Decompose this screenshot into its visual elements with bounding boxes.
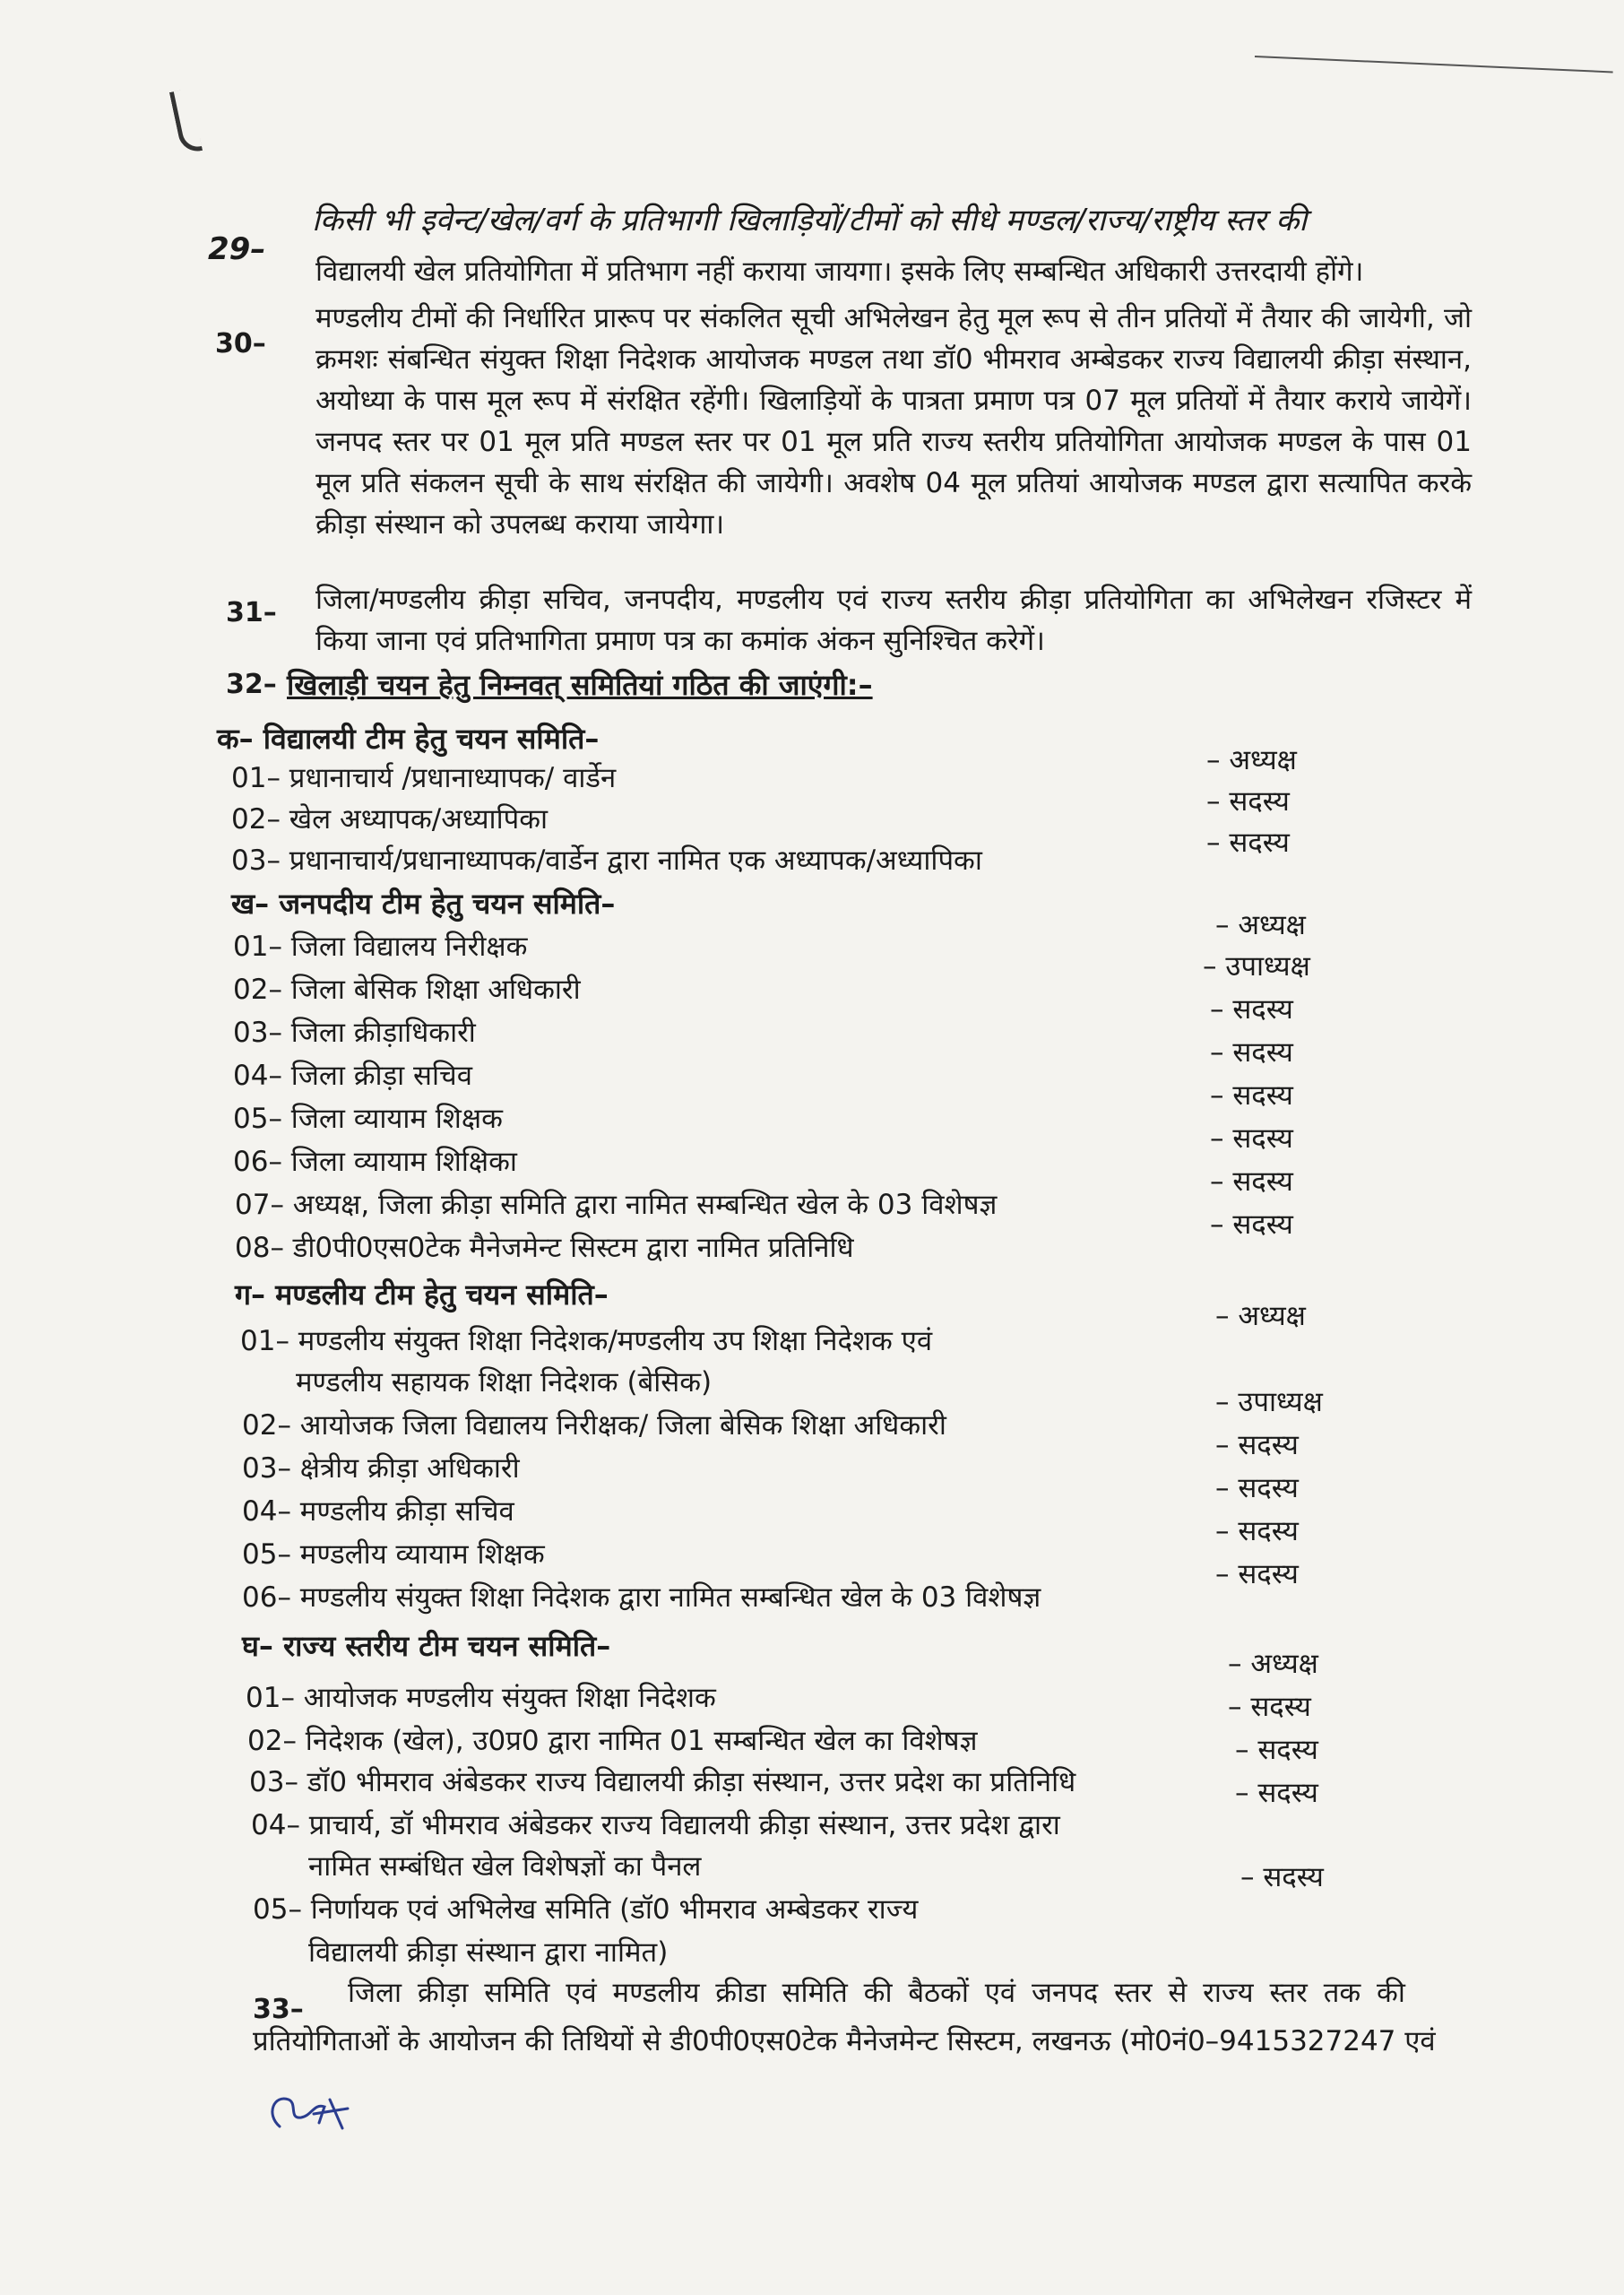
committee-gha-member-3: 03– डॉ0 भीमराव अंबेडकर राज्य विद्यालयी क्रीड़ा संस्थान, उत्तर प्रदेश का प्रतिनिधि (249, 1766, 1076, 1798)
committee-ga-member-6: 06– मण्डलीय संयुक्त शिक्षा निदेशक द्वारा नामित सम्बन्धित खेल के 03 विशेषज्ञ (242, 1581, 1041, 1614)
para-32-heading: खिलाड़ी चयन हेतु निम्नवत् समितियां गठित की जाएंगी:– (287, 668, 873, 702)
para-29-number: 29– (208, 231, 266, 267)
committee-ga-member-1-cont: मण्डलीय सहायक शिक्षा निदेशक (बेसिक) (296, 1366, 713, 1399)
para-30-text: मण्डलीय टीमों की निर्धारित प्रारूप पर संकलित सूची अभिलेखन हेतु मूल रूप से तीन प्रतियों में तैयार की जायेगी, जो क्रमशः संबन्धित संयुक्त शिक्षा निदेशक आयोजक मण्डल तथा डॉ0 भीमराव अम्बेडकर राज्य विद्यालयी क्रीड़ा संस्थान, अयोध्या के पास मूल रूप में संरक्षित रहेंगी। खिलाड़ियों के पात्रता प्रमाण पत्र 07 मूल प्रतियों में तैयार कराये जायेगें। जनपद स्तर पर 01 मूल प्रति मण्डल स्तर पर 01 मूल प्रति राज्य स्तरीय प्रतियोगिता आयोजक मण्डल के पास 01 मूल प्रति संकलन सूची के साथ संरक्षित की जायेगी। अवशेष 04 मूल प्रतियां आयोजक मण्डल द्वारा सत्यापित करके क्रीड़ा संस्थान को उपलब्ध कराया जायेगा। (315, 302, 1472, 541)
para-32-number: 32– (226, 669, 277, 700)
committee-ga-role-4: – सदस्य (1215, 1472, 1299, 1504)
committee-kha-member-6: 06– जिला व्यायाम शिक्षिका (233, 1146, 517, 1178)
committee-gha-member-5-cont: विद्यालयी क्रीड़ा संस्थान द्वारा नामित) (308, 1936, 669, 1969)
committee-ka-member-3: 03– प्रधानाचार्य/प्रधानाध्यापक/वार्डेन द्वारा नामित एक अध्यापक/अध्यापिका (231, 844, 982, 877)
committee-ga-role-1: – अध्यक्ष (1215, 1300, 1306, 1332)
committee-ka-member-1: 01– प्रधानाचार्य /प्रधानाध्यापक/ वार्डेन (231, 762, 617, 794)
committee-ga-member-2: 02– आयोजक जिला विद्यालय निरीक्षक/ जिला बेसिक शिक्षा अधिकारी (242, 1409, 946, 1442)
para-31-number: 31– (226, 597, 277, 628)
committee-kha-role-8: – सदस्य (1210, 1208, 1293, 1241)
committee-kha-member-1: 01– जिला विद्यालय निरीक्षक (233, 931, 528, 963)
committee-gha-role-2: – सदस्य (1228, 1691, 1311, 1723)
committee-gha-member-2: 02– निदेशक (खेल), उ0प्र0 द्वारा नामित 01 सम्बन्धित खेल का विशेषज्ञ (247, 1725, 978, 1757)
committee-gha-role-5: – सदस्य (1240, 1861, 1324, 1893)
para-29-line-1: किसी भी इवेन्ट/खेल/वर्ग के प्रतिभागी खिलाड़ियों/टीमों को सीधे मण्डल/राज्य/राष्ट्रीय स्तर की (312, 203, 1308, 238)
committee-ga-role-6: – सदस्य (1215, 1558, 1299, 1590)
committee-gha-role-3: – सदस्य (1235, 1734, 1318, 1766)
committee-ga-role-5: – सदस्य (1215, 1515, 1299, 1547)
committee-gha-title: घ– राज्य स्तरीय टीम चयन समिति– (242, 1629, 611, 1663)
committee-gha-role-4: – सदस्य (1235, 1777, 1318, 1809)
committee-kha-role-6: – सदस्य (1210, 1122, 1293, 1155)
para-30-number: 30– (215, 328, 266, 359)
committee-ka-role-2: – सदस्य (1206, 785, 1290, 818)
para-31-text: जिला/मण्डलीय क्रीड़ा सचिव, जनपदीय, मण्डलीय एवं राज्य स्तरीय क्रीड़ा प्रतियोगिता का अभिलेखन रजिस्टर में किया जाना एवं प्रतिभागिता प्रमाण पत्र का कमांक अंकन सुनिश्चित करेगें। (315, 584, 1472, 657)
committee-ga-title: ग– मण्डलीय टीम हेतु चयन समिति– (235, 1277, 609, 1312)
committee-kha-member-3: 03– जिला क्रीड़ाधिकारी (233, 1017, 476, 1049)
para-33-number: 33– (253, 1994, 304, 2025)
committee-kha-member-8: 08– डी0पी0एस0टेक मैनेजमेन्ट सिस्टम द्वारा नामित प्रतिनिधि (235, 1232, 854, 1264)
committee-ga-role-2: – उपाध्यक्ष (1215, 1386, 1323, 1418)
committee-gha-role-1: – अध्यक्ष (1228, 1648, 1318, 1680)
committee-ka-member-2: 02– खेल अध्यापक/अध्यापिका (231, 803, 549, 836)
committee-ga-role-3: – सदस्य (1215, 1429, 1299, 1461)
committee-gha-member-4: 04– प्राचार्य, डॉ भीमराव अंबेडकर राज्य विद्यालयी क्रीड़ा संस्थान, उत्तर प्रदेश द्वारा (251, 1809, 1060, 1841)
committee-kha-role-4: – सदस्य (1210, 1036, 1293, 1069)
committee-kha-member-4: 04– जिला क्रीड़ा सचिव (233, 1060, 472, 1092)
committee-ga-member-5: 05– मण्डलीय व्यायाम शिक्षक (242, 1538, 545, 1571)
committee-kha-role-3: – सदस्य (1210, 993, 1293, 1026)
committee-ga-member-3: 03– क्षेत्रीय क्रीड़ा अधिकारी (242, 1452, 520, 1485)
committee-gha-member-1: 01– आयोजक मण्डलीय संयुक्त शिक्षा निदेशक (246, 1682, 716, 1714)
committee-ka-role-1: – अध्यक्ष (1206, 744, 1297, 776)
committee-ka-role-3: – सदस्य (1206, 827, 1290, 859)
committee-gha-member-5: 05– निर्णायक एवं अभिलेख समिति (डॉ0 भीमराव अम्बेडकर राज्य (253, 1893, 919, 1926)
committee-kha-member-7: 07– अध्यक्ष, जिला क्रीड़ा समिति द्वारा नामित सम्बन्धित खेल के 03 विशेषज्ञ (235, 1189, 998, 1221)
committee-ga-member-4: 04– मण्डलीय क्रीड़ा सचिव (242, 1495, 514, 1528)
handwritten-tick-mark (169, 88, 203, 154)
committee-ka-title: क– विद्यालयी टीम हेतु चयन समिति– (217, 722, 600, 756)
committee-kha-member-5: 05– जिला व्यायाम शिक्षक (233, 1103, 503, 1135)
committee-ga-member-1: 01– मण्डलीय संयुक्त शिक्षा निदेशक/मण्डलीय उप शिक्षा निदेशक एवं (240, 1325, 933, 1357)
committee-kha-title: ख– जनपदीय टीम हेतु चयन समिति– (231, 887, 616, 921)
committee-gha-member-4-cont: नामित सम्बंधित खेल विशेषज्ञों का पैनल (308, 1850, 702, 1883)
handwritten-initials-signature (262, 2087, 360, 2137)
committee-kha-role-7: – सदस्य (1210, 1165, 1293, 1198)
scan-edge-line (1255, 56, 1613, 73)
para-29-line-2: विद्यालयी खेल प्रतियोगिता में प्रतिभाग नहीं कराया जायगा। इसके लिए सम्बन्धित अधिकारी उत्तरदायी होंगे। (315, 255, 1364, 288)
committee-kha-role-5: – सदस्य (1210, 1079, 1293, 1112)
para-33-line-1: जिला क्रीड़ा समिति एवं मण्डलीय क्रीडा समिति की बैठकों एवं जनपद स्तर से राज्य स्तर तक की (348, 1977, 1405, 2009)
para-33-line-2: प्रतियोगिताओं के आयोजन की तिथियों से डी0पी0एस0टेक मैनेजमेन्ट सिस्टम, लखनऊ (मो0नं0–9415327247 एवं (253, 2025, 1436, 2057)
committee-kha-role-2: – उपाध्यक्ष (1203, 950, 1310, 983)
committee-kha-member-2: 02– जिला बेसिक शिक्षा अधिकारी (233, 974, 581, 1006)
committee-kha-role-1: – अध्यक्ष (1215, 909, 1306, 941)
